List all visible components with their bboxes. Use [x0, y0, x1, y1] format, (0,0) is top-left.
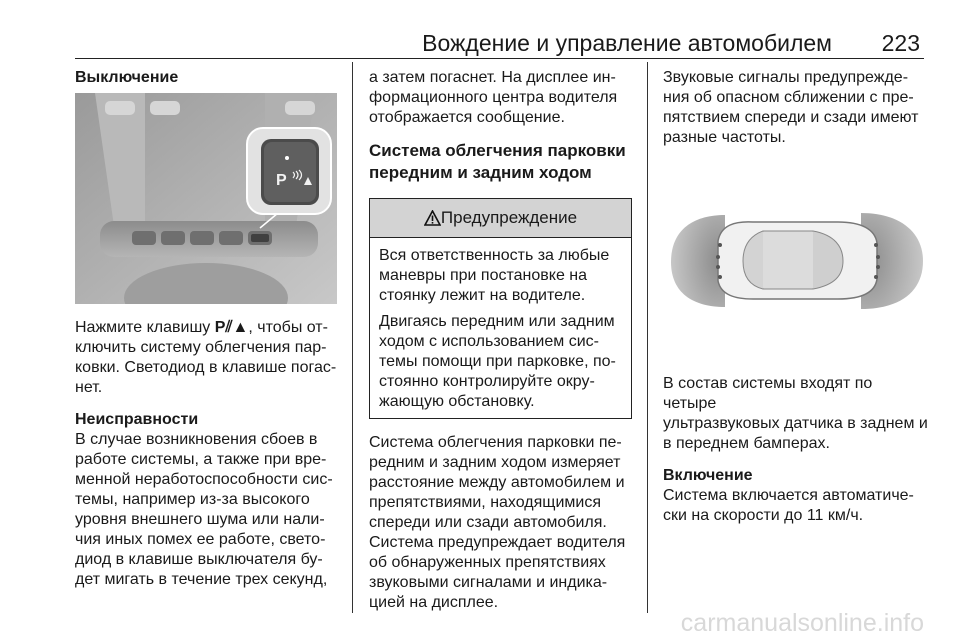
faults-heading: Неисправности — [75, 411, 199, 428]
button-p-label: P — [276, 172, 287, 189]
column-3 — [663, 68, 928, 148]
on-paragraph: Система включается автоматиче- ски на скорости до 11 км/ч. — [663, 487, 914, 524]
warning-box — [369, 198, 632, 419]
warning-body — [370, 238, 631, 418]
warning-triangle-icon — [424, 210, 441, 226]
page-title: Вождение и управление автомобилем — [422, 30, 832, 56]
column-2 — [369, 68, 632, 613]
sensors-paragraph: В состав системы входят по четыре ультразвуковых датчика в заднем и в переднем бамперах. — [663, 375, 928, 452]
parking-button-illustration — [75, 93, 337, 304]
column-1 — [75, 62, 337, 88]
parking-description: Система облегчения парковки пе- редним и задним ходом измеряет расстояние между автомобилем и препятствиями, находящимися спереди или сзади автомобиля. Система предупреждает водителя об обнаруженных препятствиях звуковыми сигналами и индика- цией на дисплее. — [369, 434, 626, 611]
warning-header — [370, 199, 631, 238]
continued-paragraph: а затем погаснет. На дисплее ин- формационного центра водителя отображается сообщение. — [369, 69, 618, 126]
header-rule — [75, 58, 924, 59]
warning-title: Предупреждение — [440, 208, 578, 227]
watermark: carmanualsonline.info — [680, 609, 924, 637]
column-1-text — [75, 318, 337, 590]
page-header — [0, 0, 960, 62]
column-divider — [352, 62, 353, 613]
intro-paragraph: Звуковые сигналы предупрежде- ния об опасном сближении с пре- пятствием спереди и сзади имеют разные частоты. — [663, 69, 919, 146]
section-heading-on: Включение — [663, 467, 753, 484]
page-number: 223 — [881, 30, 920, 56]
column-3-lower — [663, 374, 928, 526]
section-heading-parking: Система облегчения парковки передним и задним ходом — [369, 141, 626, 182]
column-divider — [647, 62, 648, 613]
warning-paragraph-2: Двигаясь передним или задним ходом с использованием сис- темы помощи при парковке, по- стоянно контролируйте окру- жающую обстановку. — [379, 313, 616, 410]
sensor-coverage-illustration — [663, 145, 928, 360]
press-paragraph: Нажмите клавишу P⫽▲, чтобы от- ключить систему облегчения пар- ковки. Светодиод в клавише погас- нет. — [75, 319, 337, 396]
parking-key-glyph: P⫽▲ — [214, 319, 249, 336]
section-heading-off: Выключение — [75, 69, 179, 86]
faults-paragraph: В случае возникновения сбоев в работе системы, а также при вре- менной неработоспособности сис- темы, например из-за высокого уровня внешнего шума или нали- чия иных помех ее работе, свето- диод в клавише выключателя бу- дет мигать в течение трех секунд, — [75, 431, 333, 588]
warning-paragraph-1: Вся ответственность за любые маневры при постановке на стоянку лежит на водителе. — [379, 247, 610, 304]
